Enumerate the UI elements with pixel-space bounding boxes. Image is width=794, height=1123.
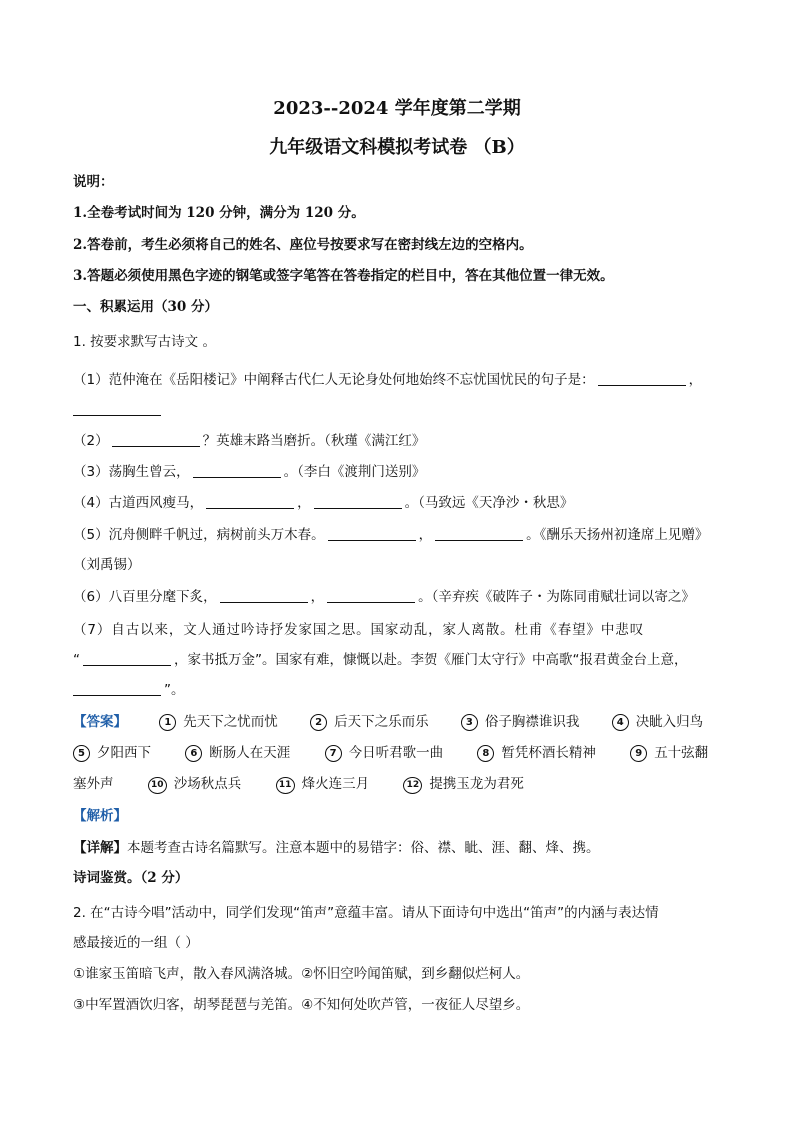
answer-item <box>461 712 580 732</box>
part-text: 。《酬乐天扬州初逢席上见赠》 <box>526 527 709 543</box>
answer-row <box>73 712 733 732</box>
question-stem: 1. 按要求默写古诗文 。 <box>73 334 216 350</box>
answer-blank[interactable] <box>193 463 281 478</box>
answer-item <box>477 743 596 763</box>
answer-row <box>73 774 733 794</box>
question-part: （刘禹锡） <box>73 557 141 573</box>
part-text: ？英雄末路当磨折。（秋瑾《满江红》 <box>202 433 426 449</box>
part-text: ， <box>297 495 311 511</box>
part-text: ”。 <box>164 682 185 698</box>
question-part <box>73 493 733 513</box>
analysis-label: 【解析】 <box>73 808 127 824</box>
answer-number-badge: 8 <box>477 745 494 762</box>
answer-blank[interactable] <box>220 588 308 603</box>
answer-item <box>73 743 151 763</box>
answer-item <box>148 774 242 794</box>
answer-blank[interactable] <box>314 494 402 509</box>
answer-text: 夕阳西下 <box>97 745 151 761</box>
part-text: （1）范仲淹在《岳阳楼记》中阐释古代仁人无论身处何地始终不忘忧国忧民的句子是： <box>73 372 595 388</box>
part-text: ， <box>688 372 703 388</box>
answer-blank[interactable] <box>112 432 200 447</box>
answer-item <box>310 712 429 732</box>
section-heading: 一、积累运用（30 分） <box>73 299 218 315</box>
question-part <box>73 587 733 607</box>
answer-text: 烽火连三月 <box>301 776 370 792</box>
part-text: ， <box>418 527 433 543</box>
answer-number-badge: 11 <box>276 777 295 794</box>
question-part <box>73 462 733 482</box>
answer-text: 提携玉龙为君死 <box>429 776 524 792</box>
question-stem: 2. 在“古诗今唱”活动中，同学们发现“笛声”意蕴丰富。请从下面诗句中选出“笛声”的内涵与表达情 <box>73 905 659 921</box>
answer-text: 后天下之乐而乐 <box>334 714 429 730</box>
answer-number-badge: 9 <box>630 745 647 762</box>
answer-blank[interactable] <box>83 651 171 666</box>
answer-blank[interactable] <box>73 401 161 416</box>
answer-blank[interactable] <box>435 526 523 541</box>
section-heading: 诗词鉴赏。（2 分） <box>73 870 189 886</box>
part-text: （5）沉舟侧畔千帆过，病树前头万木春。 <box>73 527 325 543</box>
answer-blank[interactable] <box>206 494 294 509</box>
part-text: （2） <box>73 433 109 449</box>
answer-item <box>159 712 278 732</box>
answer-number-badge: 6 <box>185 745 202 762</box>
answer-blank[interactable] <box>73 681 161 696</box>
instruction-item: 3.答题必须使用黑色字迹的钢笔或签字笔答在答卷指定的栏目中，答在其他位置一律无效。 <box>73 268 614 284</box>
instructions-label: 说明： <box>73 174 114 190</box>
exam-term-title: 2023--2024 学年度第二学期 <box>273 98 521 119</box>
answer-text: 暂凭杯酒长精神 <box>501 745 596 761</box>
answer-number-badge: 7 <box>325 745 342 762</box>
answer-row <box>73 743 733 763</box>
analysis-detail <box>73 838 733 858</box>
answer-item <box>185 743 290 763</box>
answer-item <box>630 743 708 763</box>
part-text: “ <box>73 652 80 668</box>
detail-text: 本题考查古诗名篇默写。注意本题中的易错字：俗、襟、眦、涯、翻、烽、携。 <box>127 840 600 856</box>
question-part <box>73 650 733 670</box>
instruction-item: 1.全卷考试时间为 120 分钟，满分为 120 分。 <box>73 205 365 221</box>
exam-subject-title: 九年级语文科模拟考试卷 （B） <box>269 137 525 158</box>
answer-text: 决眦入归鸟 <box>635 714 704 730</box>
part-text: 。（李白《渡荆门送别》 <box>283 464 426 480</box>
answer-number-badge: 5 <box>73 745 90 762</box>
answer-text: 沙场秋点兵 <box>173 776 242 792</box>
answer-label: 【答案】 <box>73 714 127 730</box>
part-text: 。（辛弃疾《破阵子・为陈同甫赋壮词以寄之》 <box>418 589 695 605</box>
answer-number-badge: 4 <box>612 714 629 731</box>
question-part <box>73 680 733 700</box>
answer-number-badge: 3 <box>461 714 478 731</box>
answer-text: 先天下之忧而忧 <box>183 714 278 730</box>
answer-number-badge: 12 <box>403 777 422 794</box>
answer-item <box>403 774 524 794</box>
answer-item <box>276 774 370 794</box>
answer-blank[interactable] <box>328 526 416 541</box>
answer-blank[interactable] <box>327 588 415 603</box>
answer-text: 俗子胸襟谁识我 <box>484 714 580 730</box>
answer-text: 五十弦翻 <box>654 745 709 761</box>
question-part <box>73 370 733 390</box>
question-part <box>73 400 733 420</box>
instruction-item: 2.答卷前，考生必须将自己的姓名、座位号按要求写在密封线左边的空格内。 <box>73 237 533 253</box>
part-text: （4）古道西风瘦马， <box>73 495 204 511</box>
part-text: 。（马致远《天净沙・秋思》 <box>404 495 574 511</box>
answer-blank[interactable] <box>598 371 686 386</box>
answer-number-badge: 1 <box>159 714 176 731</box>
question-option: ③中军置酒饮归客，胡琴琵琶与羌笛。④不知何处吹芦管，一夜征人尽望乡。 <box>73 997 530 1013</box>
answer-text: 塞外声 <box>73 776 114 792</box>
question-option: ①谁家玉笛暗飞声，散入春风满洛城。②怀旧空吟闻笛赋，到乡翻似烂柯人。 <box>73 966 530 982</box>
question-stem: 感最接近的一组（ ） <box>73 935 199 951</box>
question-part <box>73 525 733 545</box>
part-text: （3）荡胸生曾云， <box>73 464 190 480</box>
answer-text: 今日听君歌一曲 <box>348 745 444 761</box>
question-part <box>73 431 733 451</box>
question-part: （7）自古以来，文人通过吟诗抒发家国之思。国家动乱，家人离散。杜甫《春望》中悲叹 <box>73 622 645 638</box>
part-text: ， <box>310 589 325 605</box>
part-text: ，家书抵万金”。国家有难，慷慨以赴。李贺《雁门太守行》中高歌“报君黄金台上意， <box>174 652 688 668</box>
part-text: （6）八百里分麾下炙， <box>73 589 217 605</box>
answer-number-badge: 10 <box>148 777 167 794</box>
detail-label: 【详解】 <box>73 840 127 856</box>
answer-text: 断肠人在天涯 <box>209 745 291 761</box>
answer-item <box>325 743 444 763</box>
answer-number-badge: 2 <box>310 714 327 731</box>
answer-item <box>612 712 704 732</box>
